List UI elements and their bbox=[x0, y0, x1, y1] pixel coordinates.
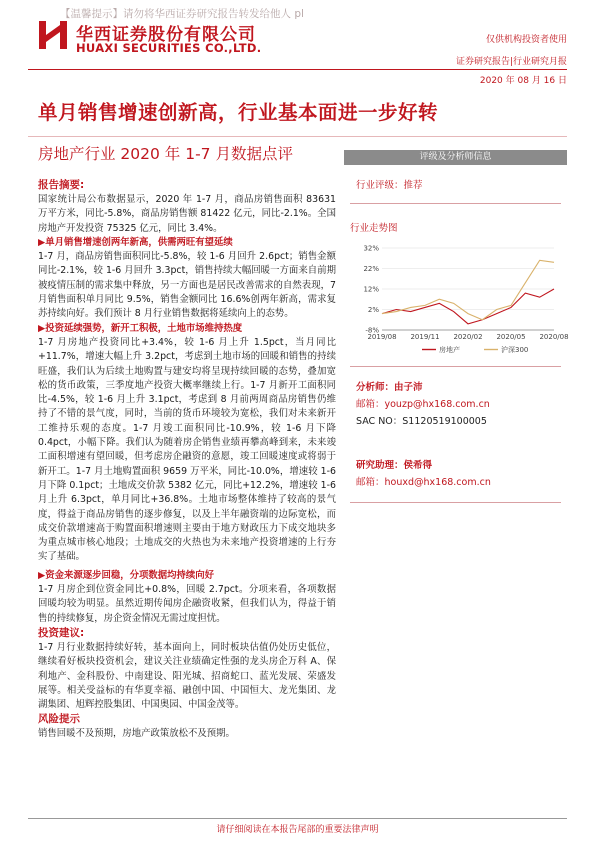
header-divider bbox=[28, 69, 567, 70]
x-tick-label: 2020/02 bbox=[453, 333, 483, 341]
investor-notice: 仅供机构投资者使用 bbox=[485, 35, 567, 45]
title-divider bbox=[28, 136, 567, 137]
report-summary bbox=[38, 178, 336, 742]
analyst-label: 分析师：由子沛 bbox=[356, 382, 423, 393]
industry-trend-chart bbox=[352, 242, 569, 362]
assistant-label: 研究助理：侯希得 bbox=[356, 460, 433, 471]
report-subtitle: 房地产行业 2020 年 1-7 月数据点评 bbox=[38, 145, 293, 163]
legend-label: 房地产 bbox=[439, 346, 460, 354]
section-body: 1-7 月房企到位资金同比+0.8%，回暖 2.7pct。分项来看，各项数据回暖均较为明显。虽然近期传闻房企融资收紧，但我们认为，得益于销售的持续修复，房企资金情况无需过度担忧。 bbox=[38, 584, 336, 624]
x-tick-label: 2020/08 bbox=[539, 333, 569, 341]
sidebar-divider bbox=[350, 366, 561, 367]
y-tick-label: 22% bbox=[363, 265, 379, 273]
watermark-text: 【温馨提示】请勿将华西证券研究报告转发给他人 pl bbox=[60, 8, 304, 20]
analyst-email[interactable]: 邮箱：youzp@hx168.com.cn bbox=[356, 399, 490, 410]
sidebar-divider bbox=[350, 502, 561, 503]
report-type: 证券研究报告|行业研究月报 bbox=[455, 57, 567, 67]
company-name-en: HUAXI SECURITIES CO.,LTD. bbox=[76, 41, 262, 55]
y-tick-label: -8% bbox=[365, 326, 379, 335]
footer-divider bbox=[28, 818, 567, 819]
advice-heading: 投资建议: bbox=[38, 626, 85, 639]
analyst-sac: SAC NO：S1120519100005 bbox=[356, 416, 487, 427]
section-heading: ▶资金来源逐步回稳，分项数据均持续向好 bbox=[38, 569, 214, 581]
risk-body: 销售回暖不及预期，房地产政策放松不及预期。 bbox=[38, 728, 235, 740]
company-name-cn: 华西证券股份有限公司 bbox=[76, 25, 256, 45]
legend-label: 沪深300 bbox=[501, 346, 529, 354]
sidebar-divider bbox=[350, 203, 561, 204]
series-line bbox=[382, 289, 554, 324]
summary-heading: 报告摘要: bbox=[38, 179, 85, 191]
risk-heading: 风险提示 bbox=[38, 713, 80, 726]
section-heading: ▶单月销售增速创两年新高，供需两旺有望延续 bbox=[38, 236, 233, 248]
advice-body: 1-7 月行业数据持续好转，基本面向上，同时板块估值仍处历史低位，继续看好板块投资机会，建议关注业绩确定性强的龙头房企万科 A、保利地产、金科股份、中南建设、阳光城、招商蛇口、蓝光发展、荣盛发展等。相关受益标的有华夏幸福、融创中国、中国恒大、龙光集团、龙湖集团、旭辉控股集团、中国奥园、中国金茂等。 bbox=[38, 641, 336, 711]
sidebar-box-title: 评级及分析师信息 bbox=[344, 150, 567, 165]
y-tick-label: 2% bbox=[367, 306, 379, 314]
section-body: 1-7 月，商品房销售面积同比-5.8%，较 1-6 月回升 2.6pct；销售金额同比-2.1%，较 1-6 月回升 3.3pct，销售持续大幅回暖一方面来自前期被疫情压制的需求集中释放，另一方面也是居民改善需求的自然表现，7 月销售面积单月同比 9.5%，销售金额同比 16.6%创两年新高，需求复苏持续向好。我们预计 8 月行业销售数据将延续向上的态势。 bbox=[38, 251, 336, 320]
company-logo-icon bbox=[37, 20, 69, 50]
sidebar bbox=[344, 150, 567, 503]
report-date: 2020 年 08 月 16 日 bbox=[479, 76, 567, 86]
legal-notice-footer: 请仔细阅读在本报告尾部的重要法律声明 bbox=[216, 825, 379, 835]
y-tick-label: 12% bbox=[363, 285, 379, 294]
report-title: 单月销售增速创新高，行业基本面进一步好转 bbox=[38, 101, 439, 124]
y-tick-label: 32% bbox=[363, 244, 379, 253]
x-tick-label: 2020/05 bbox=[496, 333, 526, 341]
industry-rating: 行业评级：推荐 bbox=[356, 180, 423, 191]
trend-chart-label: 行业走势图 bbox=[350, 223, 398, 234]
section-body: 1-7 月房地产投资同比+3.4%，较 1-6 月上升 1.5pct，当月同比+11.7%，增速大幅上升 3.2pct，考虑到土地市场的回暖和销售的持续旺盛，我们认为后续土地购置与建安均将呈现持续回暖的态势，叠加宽松的货币政策，三季度地产投资大概率继续上行。1-7 月新开工面积同比-4.5%，较 1-6 月上升 3.1pct，考虑到 8 月前两周商品房销售仍维持了不错的景气度，同时，当前的货币环境较为宽松，我们对未来新开工维持乐观的态度。1-7 月竣工面积同比-10.9%，较 1-6 月下降 0.4pct，小幅下降。我们认为随着房企销售业绩再攀高峰到来，未来竣工面积增速有望回暖，但考虑房企融资的意愿，竣工回暖速度或将弱于新开工。1-7 月土地购置面积 9659 万平米，同比-10.0%，增速较 1-6 月下降 0.1pct；土地成交价款 5382 亿元，同比+12.2%，增速较 1-6 月上升 6.3pct，单月同比+36.8%。土地市场整体维持了较高的景气度，得益于商品房销售的逐步修复，以及上半年融资端的边际宽松，而成交价款增速高于购置面积增速则主要由于地方财政压力下成交地块多为重点城市核心地段；土地成交的火热也为未来地产投资增速的上行夯实了基础。 bbox=[38, 336, 336, 563]
summary-intro: 国家统计局公布数据显示，2020 年 1-7 月，商品房销售面积 83631 万平方米，同比-5.8%，商品房销售额 81422 亿元，同比-2.1%。全国房地产开发投资 75325 亿元，同比 3.4%。 bbox=[38, 194, 336, 234]
x-tick-label: 2019/11 bbox=[410, 333, 440, 341]
x-tick-label: 2019/08 bbox=[367, 333, 397, 341]
assistant-email[interactable]: 邮箱：houxd@hx168.com.cn bbox=[356, 477, 491, 488]
section-heading: ▶投资延续强势，新开工积极，土地市场维持热度 bbox=[38, 322, 243, 334]
